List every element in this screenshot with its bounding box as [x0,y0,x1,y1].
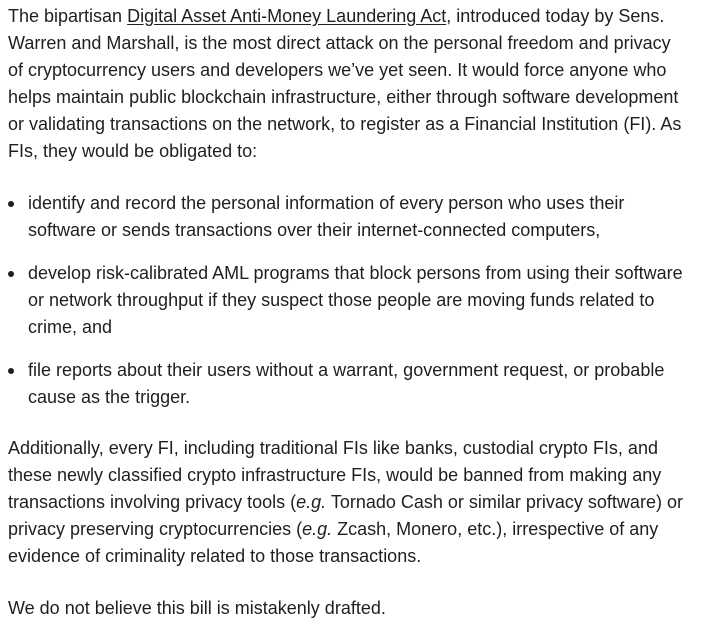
bullet-icon [8,271,14,277]
list-item [8,260,689,341]
bullet-icon [8,368,14,374]
list-item-text: file reports about their users without a warrant, government request, or probable cause as the trigger. [28,360,665,407]
closing-paragraph: We do not believe this bill is mistakenly drafted. [8,598,386,618]
eg-abbreviation: e.g. [296,492,327,512]
bill-link[interactable]: Digital Asset Anti-Money Laundering Act [127,6,447,26]
additionally-paragraph [8,435,689,570]
additionally-text-1: Additionally, every FI, including traditional FIs like banks, custodial crypto FIs, and these newly classified crypto infrastructure FIs, would be banned from making any transactions involving privacy tools ( [8,438,662,512]
additionally-text-3: Zcash, Monero, etc.), irrespective of any evidence of criminality related to those transactions. [8,519,659,566]
list-item-text: identify and record the personal information of every person who uses their software or sends transactions over their internet-connected computers, [28,193,625,240]
list-item-text: develop risk-calibrated AML programs that block persons from using their software or network throughput if they suspect those people are moving funds related to crime, and [28,263,683,337]
additionally-text-2: Tornado Cash or similar privacy software) or privacy preserving cryptocurrencies ( [8,492,683,539]
intro-paragraph [8,3,689,165]
intro-text-before-link: The bipartisan [8,6,128,26]
intro-text-after-link: , introduced today by Sens. Warren and Marshall, is the most direct attack on the personal freedom and privacy of cryptocurrency users and developers we’ve yet seen. It would force anyone who helps maintain public blockchain infrastructure, either through software development or validating transactions on the network, to register as a Financial Institution (FI). As FIs, they would be obligated to: [8,6,682,161]
list-item [8,190,689,244]
obligations-list [8,190,689,411]
list-item [8,357,689,411]
bullet-icon [8,201,14,207]
eg-abbreviation: e.g. [302,519,333,539]
